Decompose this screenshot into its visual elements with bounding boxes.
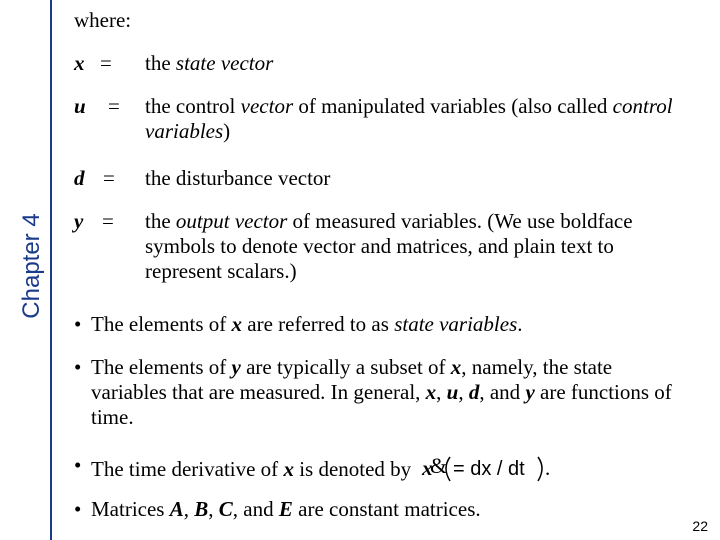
bullet-item: [74, 453, 674, 489]
symbol-d: d: [74, 166, 85, 190]
bullet-text: The time derivative of x is denoted by: [91, 456, 412, 481]
bullet-dot: •: [74, 453, 82, 477]
equals-sign: =: [103, 166, 115, 190]
svg-text:x: x: [422, 456, 433, 480]
definition-text: the output vector of measured variables. (We use boldface symbols to denote vector and matrices, and plain text to represent scalars.): [145, 209, 633, 283]
derivative-formula-text: = dx / dt: [453, 458, 526, 480]
bullet-item: [74, 497, 674, 522]
page-number: 22: [692, 518, 708, 534]
bullet-text: The elements of y are typically a subset of x, namely, the state variables that are measured. In general, x, u, d, and y are functions of time.: [91, 355, 672, 429]
bullet-text: Matrices A, B, C, and E are constant matrices.: [91, 497, 481, 521]
bullet-item: [74, 312, 674, 337]
svg-text:&: &: [430, 453, 448, 478]
symbol-u: u: [74, 94, 86, 118]
equals-sign: =: [108, 94, 120, 118]
chapter-label: Chapter 4: [18, 213, 45, 319]
chapter-sidebar: [0, 0, 52, 540]
equals-sign: =: [102, 209, 114, 233]
definition-text: the control vector of manipulated variables (also called control variables): [145, 94, 673, 143]
bullet-dot: •: [74, 497, 82, 521]
symbol-y: y: [74, 209, 84, 233]
svg-text:.: .: [545, 456, 551, 480]
bullet-dot: •: [74, 312, 82, 336]
equals-sign: =: [100, 51, 112, 75]
derivative-formula-image: [420, 453, 555, 489]
definition-text: the state vector: [145, 51, 274, 75]
definition-text: the disturbance vector: [145, 166, 331, 190]
intro-text: where:: [74, 8, 132, 32]
symbol-x: x: [74, 51, 85, 75]
bullet-text: The elements of x are referred to as state variables.: [91, 312, 523, 336]
bullet-dot: •: [74, 355, 82, 379]
bullet-item: [74, 355, 674, 430]
